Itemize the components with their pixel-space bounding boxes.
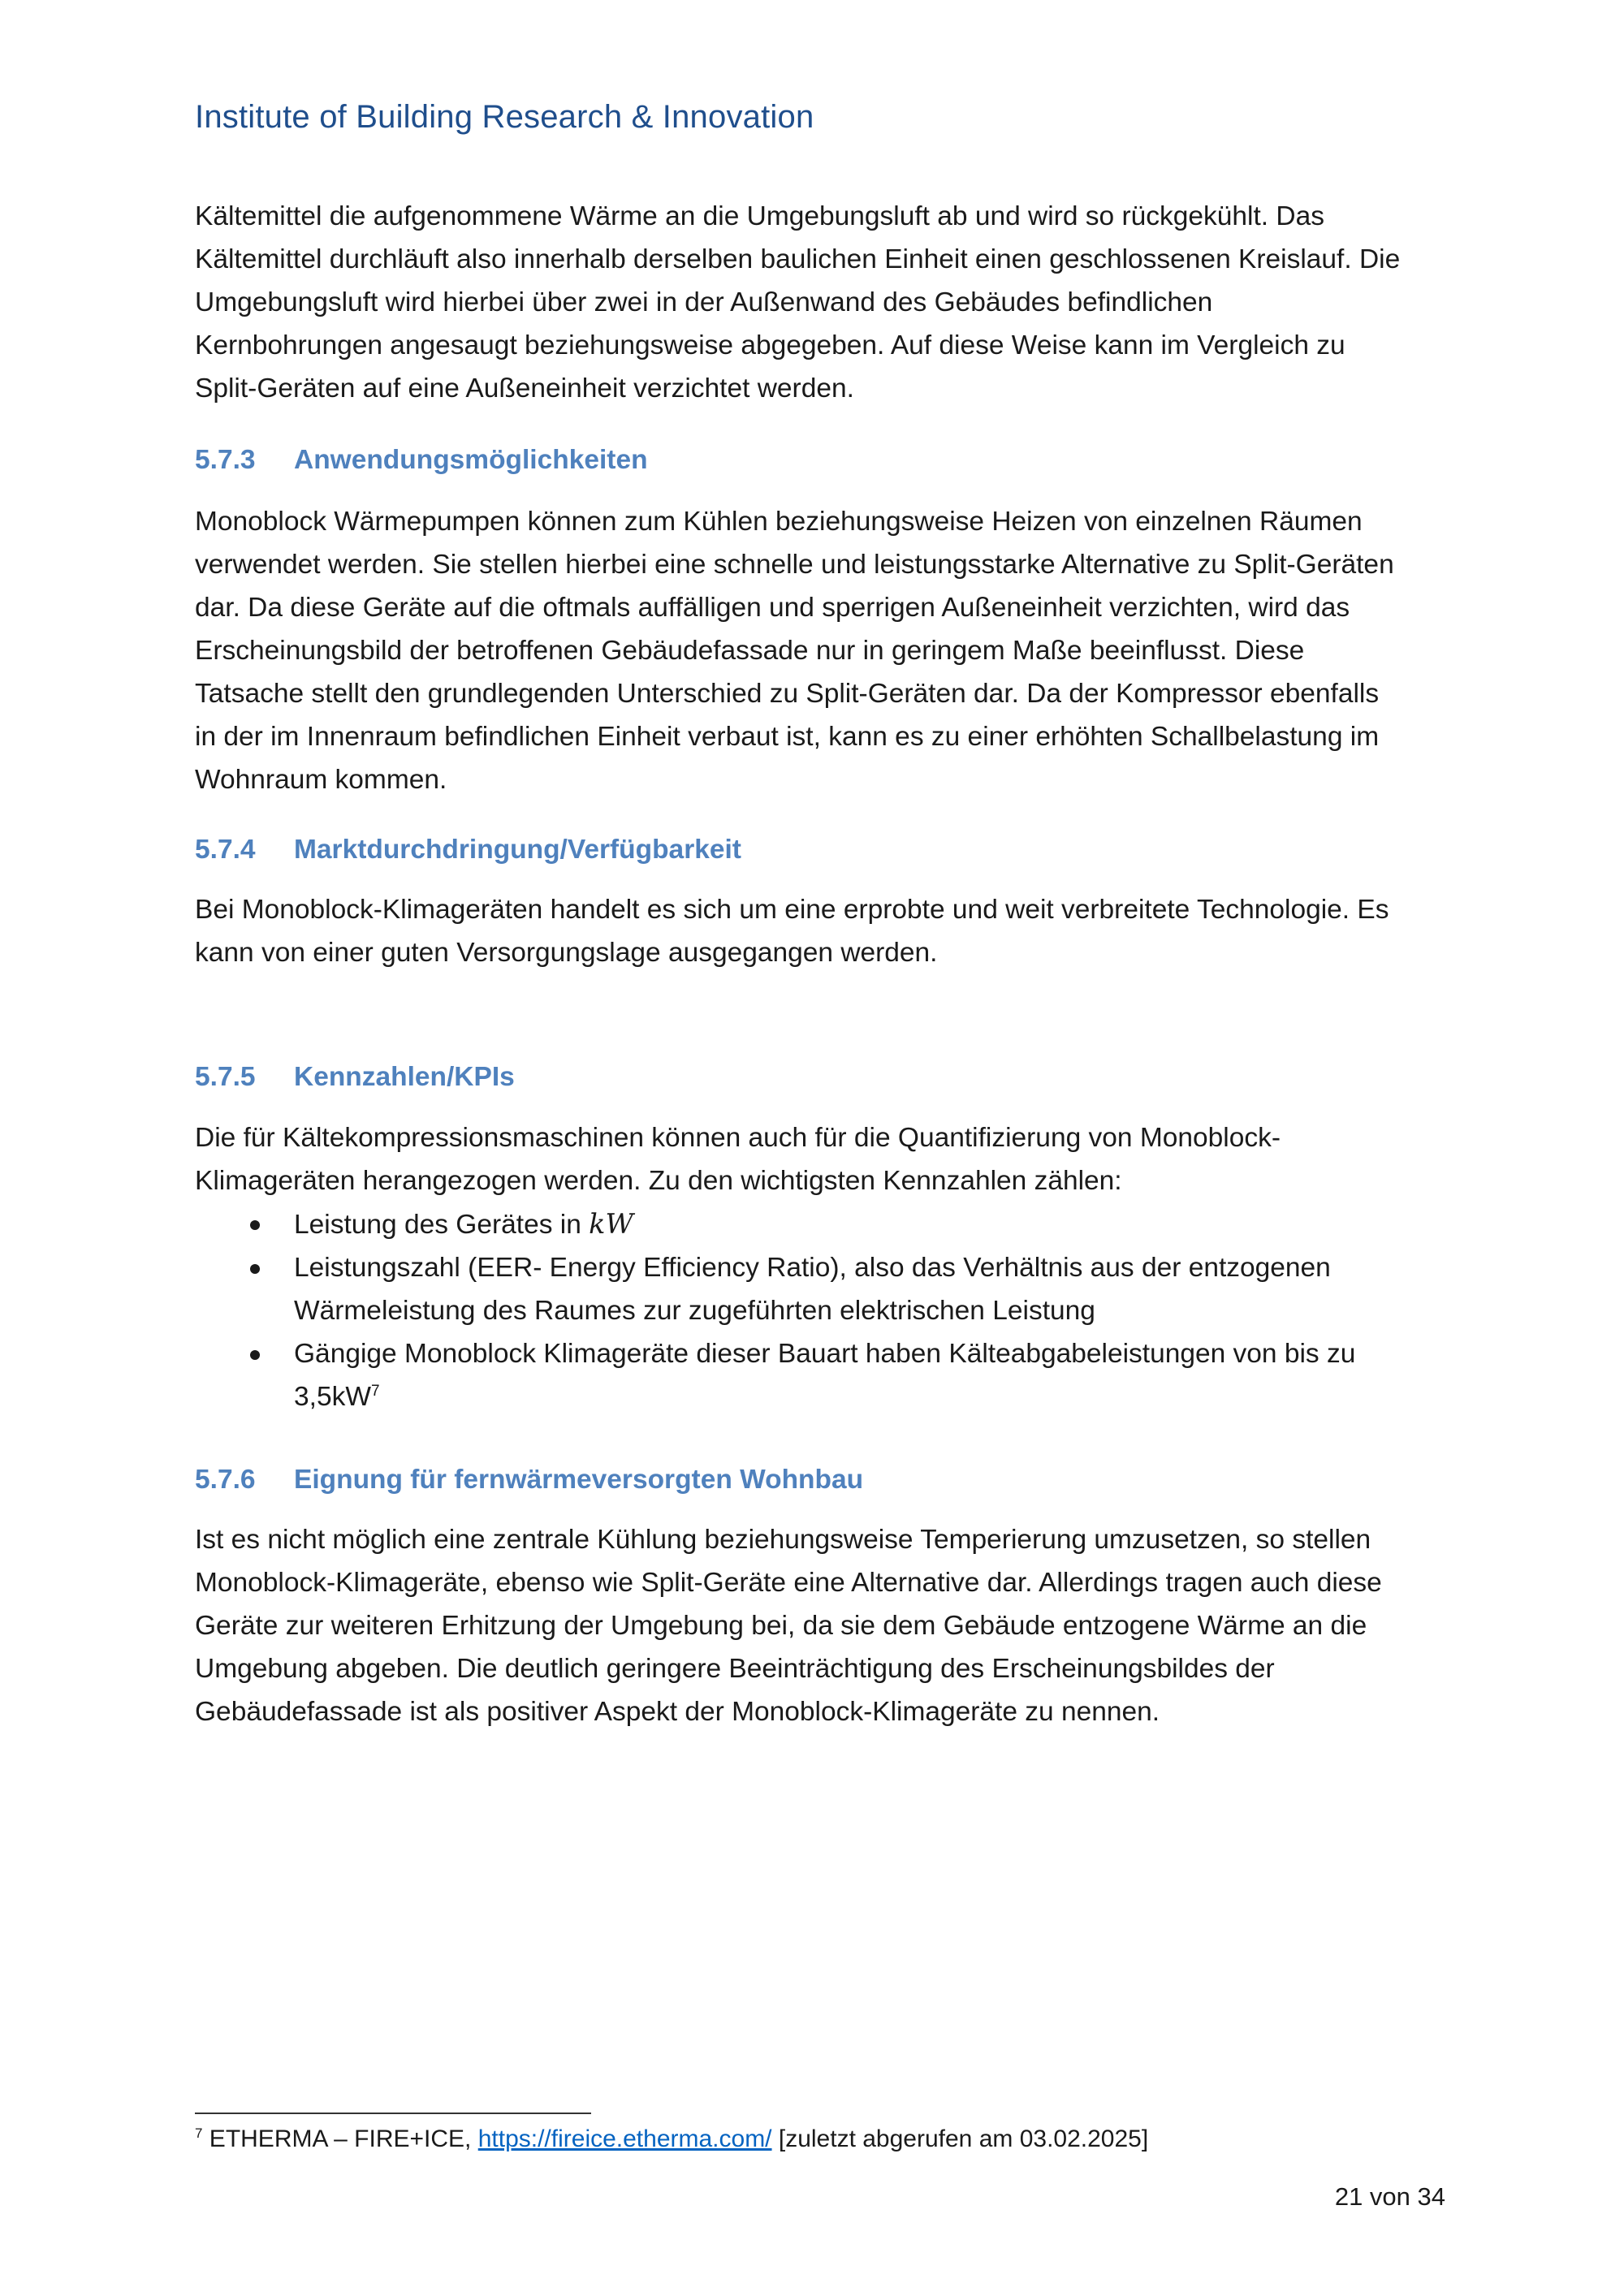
bullet-text: Leistung des Gerätes in xyxy=(294,1210,590,1240)
text-line: Klimageräten herangezogen werden. Zu den wichtigsten Kennzahlen zählen: xyxy=(195,1166,1122,1196)
paragraph-anwendungsmoeglichkeiten xyxy=(195,500,1445,801)
text-line: Kernbohrungen angesaugt beziehungsweise abgegeben. Auf diese Weise kann im Vergleich zu xyxy=(195,330,1345,360)
text-line: Leistungszahl (EER- Energy Efficiency Ratio), also das Verhältnis aus der entzogenen xyxy=(294,1253,1331,1283)
kpi-bullet-list xyxy=(195,1202,1445,1418)
text-line: Gängige Monoblock Klimageräte dieser Bauart haben Kälteabgabeleistungen von bis zu xyxy=(294,1339,1356,1369)
text-line: Umgebungsluft wird hierbei über zwei in der Außenwand des Gebäudes befindlichen xyxy=(195,287,1213,317)
text-line: Gebäudefassade ist als positiver Aspekt der Monoblock-Klimageräte zu nennen. xyxy=(195,1697,1160,1727)
section-title: Marktdurchdringung/Verfügbarkeit xyxy=(294,835,741,865)
text-line: kann von einer guten Versorgungslage ausgegangen werden. xyxy=(195,938,938,968)
text-line: Kältemittel durchläuft also innerhalb derselben baulichen Einheit einen geschlossenen Kreislauf. Die xyxy=(195,244,1401,274)
value-text: 3,5kW xyxy=(294,1382,371,1412)
text-line: verwendet werden. Sie stellen hierbei eine schnelle und leistungsstarke Alternative zu Split-Geräten xyxy=(195,550,1394,580)
text-line: Ist es nicht möglich eine zentrale Kühlung beziehungsweise Temperierung umzusetzen, so stellen xyxy=(195,1525,1371,1555)
list-item xyxy=(195,1202,1445,1246)
bullet-icon xyxy=(250,1264,260,1274)
footnote-link[interactable]: https://fireice.etherma.com/ xyxy=(477,2126,772,2152)
running-header: Institute of Building Research & Innovation xyxy=(195,99,814,135)
section-title: Eignung für fernwärmeversorgten Wohnbau xyxy=(294,1465,864,1495)
bullet-icon xyxy=(250,1220,260,1230)
paragraph-kennzahlen xyxy=(195,1116,1445,1418)
document-page xyxy=(195,0,1445,2296)
text-line: Tatsache stellt den grundlegenden Unterschied zu Split-Geräten dar. Da der Kompressor ebenfalls xyxy=(195,679,1380,709)
section-heading-5-7-6 xyxy=(195,1465,863,1495)
text-line: Wohnraum kommen. xyxy=(195,765,447,795)
text-line: Bei Monoblock-Klimageräten handelt es sich um eine erprobte und weit verbreitete Technologie. Es xyxy=(195,895,1389,925)
section-title: Kennzahlen/KPIs xyxy=(294,1062,515,1092)
footnote-accessed-date: [zuletzt abgerufen am 03.02.2025] xyxy=(771,2126,1149,2152)
section-number: 5.7.4 xyxy=(195,835,256,865)
text-line: Monoblock-Klimageräte, ebenso wie Split-Geräte eine Alternative dar. Allerdings tragen auch diese xyxy=(195,1568,1382,1598)
list-item xyxy=(195,1246,1445,1332)
intro-paragraph xyxy=(195,195,1445,410)
text-line xyxy=(294,1375,1445,1418)
footnote-source: ETHERMA – FIRE+ICE, xyxy=(202,2126,478,2152)
section-heading-5-7-5 xyxy=(195,1062,515,1093)
text-line: dar. Da diese Geräte auf die oftmals auffälligen und sperrigen Außeneinheit verzichten, wird das xyxy=(195,593,1350,623)
text-line: Umgebung abgeben. Die deutlich geringere Beeinträchtigung des Erscheinungsbildes der xyxy=(195,1654,1275,1684)
section-number: 5.7.3 xyxy=(195,445,256,475)
text-line: Geräte zur weiteren Erhitzung der Umgebung bei, da sie dem Gebäude entzogene Wärme an die xyxy=(195,1611,1367,1641)
list-item xyxy=(195,1332,1445,1418)
text-line: Kältemittel die aufgenommene Wärme an die Umgebungsluft ab und wird so rückgekühlt. Das xyxy=(195,201,1324,231)
footnote-marker: 7 xyxy=(195,2126,203,2141)
unit-symbol: kW xyxy=(589,1208,633,1240)
page-number: 21 von 34 xyxy=(1334,2182,1445,2211)
text-line: in der im Innenraum befindlichen Einheit verbaut ist, kann es zu einer erhöhten Schallbelastung im xyxy=(195,722,1380,752)
footnote xyxy=(195,2122,1148,2156)
footnote-reference[interactable]: 7 xyxy=(370,1382,380,1400)
text-line: Wärmeleistung des Raumes zur zugeführten elektrischen Leistung xyxy=(294,1296,1095,1326)
text-line: Erscheinungsbild der betroffenen Gebäudefassade nur in geringem Maße beeinflusst. Diese xyxy=(195,636,1305,666)
footnote-separator xyxy=(195,2113,591,2114)
text-line: Die für Kältekompressionsmaschinen können auch für die Quantifizierung von Monoblock- xyxy=(195,1123,1281,1153)
section-title: Anwendungsmöglichkeiten xyxy=(294,445,648,475)
section-number: 5.7.5 xyxy=(195,1062,256,1092)
section-heading-5-7-4 xyxy=(195,835,741,865)
text-line: Monoblock Wärmepumpen können zum Kühlen beziehungsweise Heizen von einzelnen Räumen xyxy=(195,507,1363,537)
bullet-icon xyxy=(250,1350,260,1360)
section-number: 5.7.6 xyxy=(195,1465,256,1495)
paragraph-marktdurchdringung xyxy=(195,888,1445,974)
section-heading-5-7-3 xyxy=(195,445,648,476)
paragraph-eignung xyxy=(195,1518,1445,1733)
text-line: Split-Geräten auf eine Außeneinheit verzichtet werden. xyxy=(195,373,854,404)
